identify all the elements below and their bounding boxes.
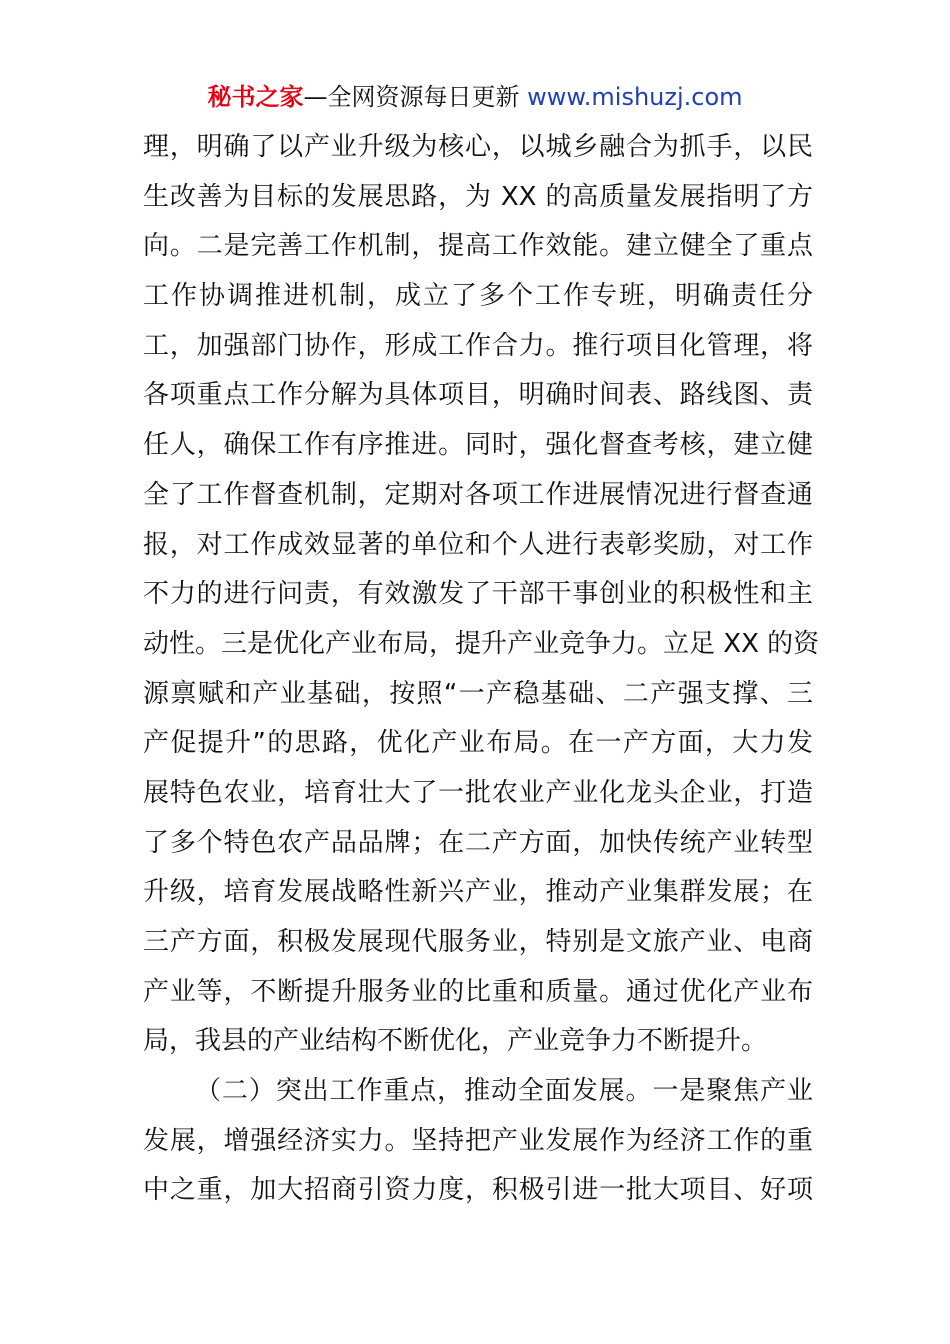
text-line: 工，加强部门协作，形成工作合力。推行项目化管理，将 [143, 330, 813, 361]
page-header [0, 80, 950, 114]
text-line: 动性。三是优化产业布局，提升产业竞争力。立足 XX 的资 [143, 628, 820, 659]
text-line: 三产方面，积极发展现代服务业，特别是文旅产业、电商 [143, 927, 813, 957]
text-line: 理，明确了以产业升级为核心，以城乡融合为抓手，以民 [143, 132, 813, 162]
header-tagline: —全网资源每日更新 [303, 83, 520, 111]
text-line: 任人，确保工作有序推进。同时，强化督查考核，建立健 [143, 430, 813, 461]
text-line: 报，对工作成效显著的单位和个人进行表彰奖励，对工作 [143, 529, 813, 560]
text-line: 全了工作督查机制，定期对各项工作进展情况进行督查通 [143, 479, 813, 510]
paragraph-last-line: 局，我县的产业结构不断优化，产业竞争力不断提升。 [143, 1026, 768, 1057]
document-body [143, 123, 820, 1216]
section-heading-line: （二）突出工作重点，推动全面发展。一是聚焦产业 [195, 1076, 813, 1107]
text-line: 各项重点工作分解为具体项目，明确时间表、路线图、责 [143, 380, 813, 411]
text-line: 发展，增强经济实力。坚持把产业发展作为经济工作的重 [143, 1125, 813, 1156]
text-line: 了多个特色农产品品牌；在二产方面，加快传统产业转型 [143, 827, 813, 858]
text-line: 升级，培育发展战略性新兴产业，推动产业集群发展；在 [143, 877, 813, 908]
text-line: 不力的进行问责，有效激发了干部干事创业的积极性和主 [143, 579, 813, 610]
text-line: 产促提升”的思路，优化产业布局。在一产方面，大力发 [143, 728, 813, 759]
text-line: 中之重，加大招商引资力度，积极引进一批大项目、好项 [143, 1175, 813, 1206]
brand-name: 秘书之家 [207, 83, 304, 111]
site-url-link[interactable]: www.mishuzj.com [527, 83, 743, 111]
text-line: 生改善为目标的发展思路，为 XX 的高质量发展指明了方 [143, 181, 813, 212]
text-line: 产业等，不断提升服务业的比重和质量。通过优化产业布 [143, 976, 813, 1007]
text-line: 向。二是完善工作机制，提高工作效能。建立健全了重点 [143, 231, 813, 262]
text-line: 工作协调推进机制，成立了多个工作专班，明确责任分 [143, 281, 813, 312]
text-line: 源禀赋和产业基础，按照“一产稳基础、二产强支撑、三 [143, 678, 813, 709]
text-line: 展特色农业，培育壮大了一批农业产业化龙头企业，打造 [143, 777, 813, 808]
